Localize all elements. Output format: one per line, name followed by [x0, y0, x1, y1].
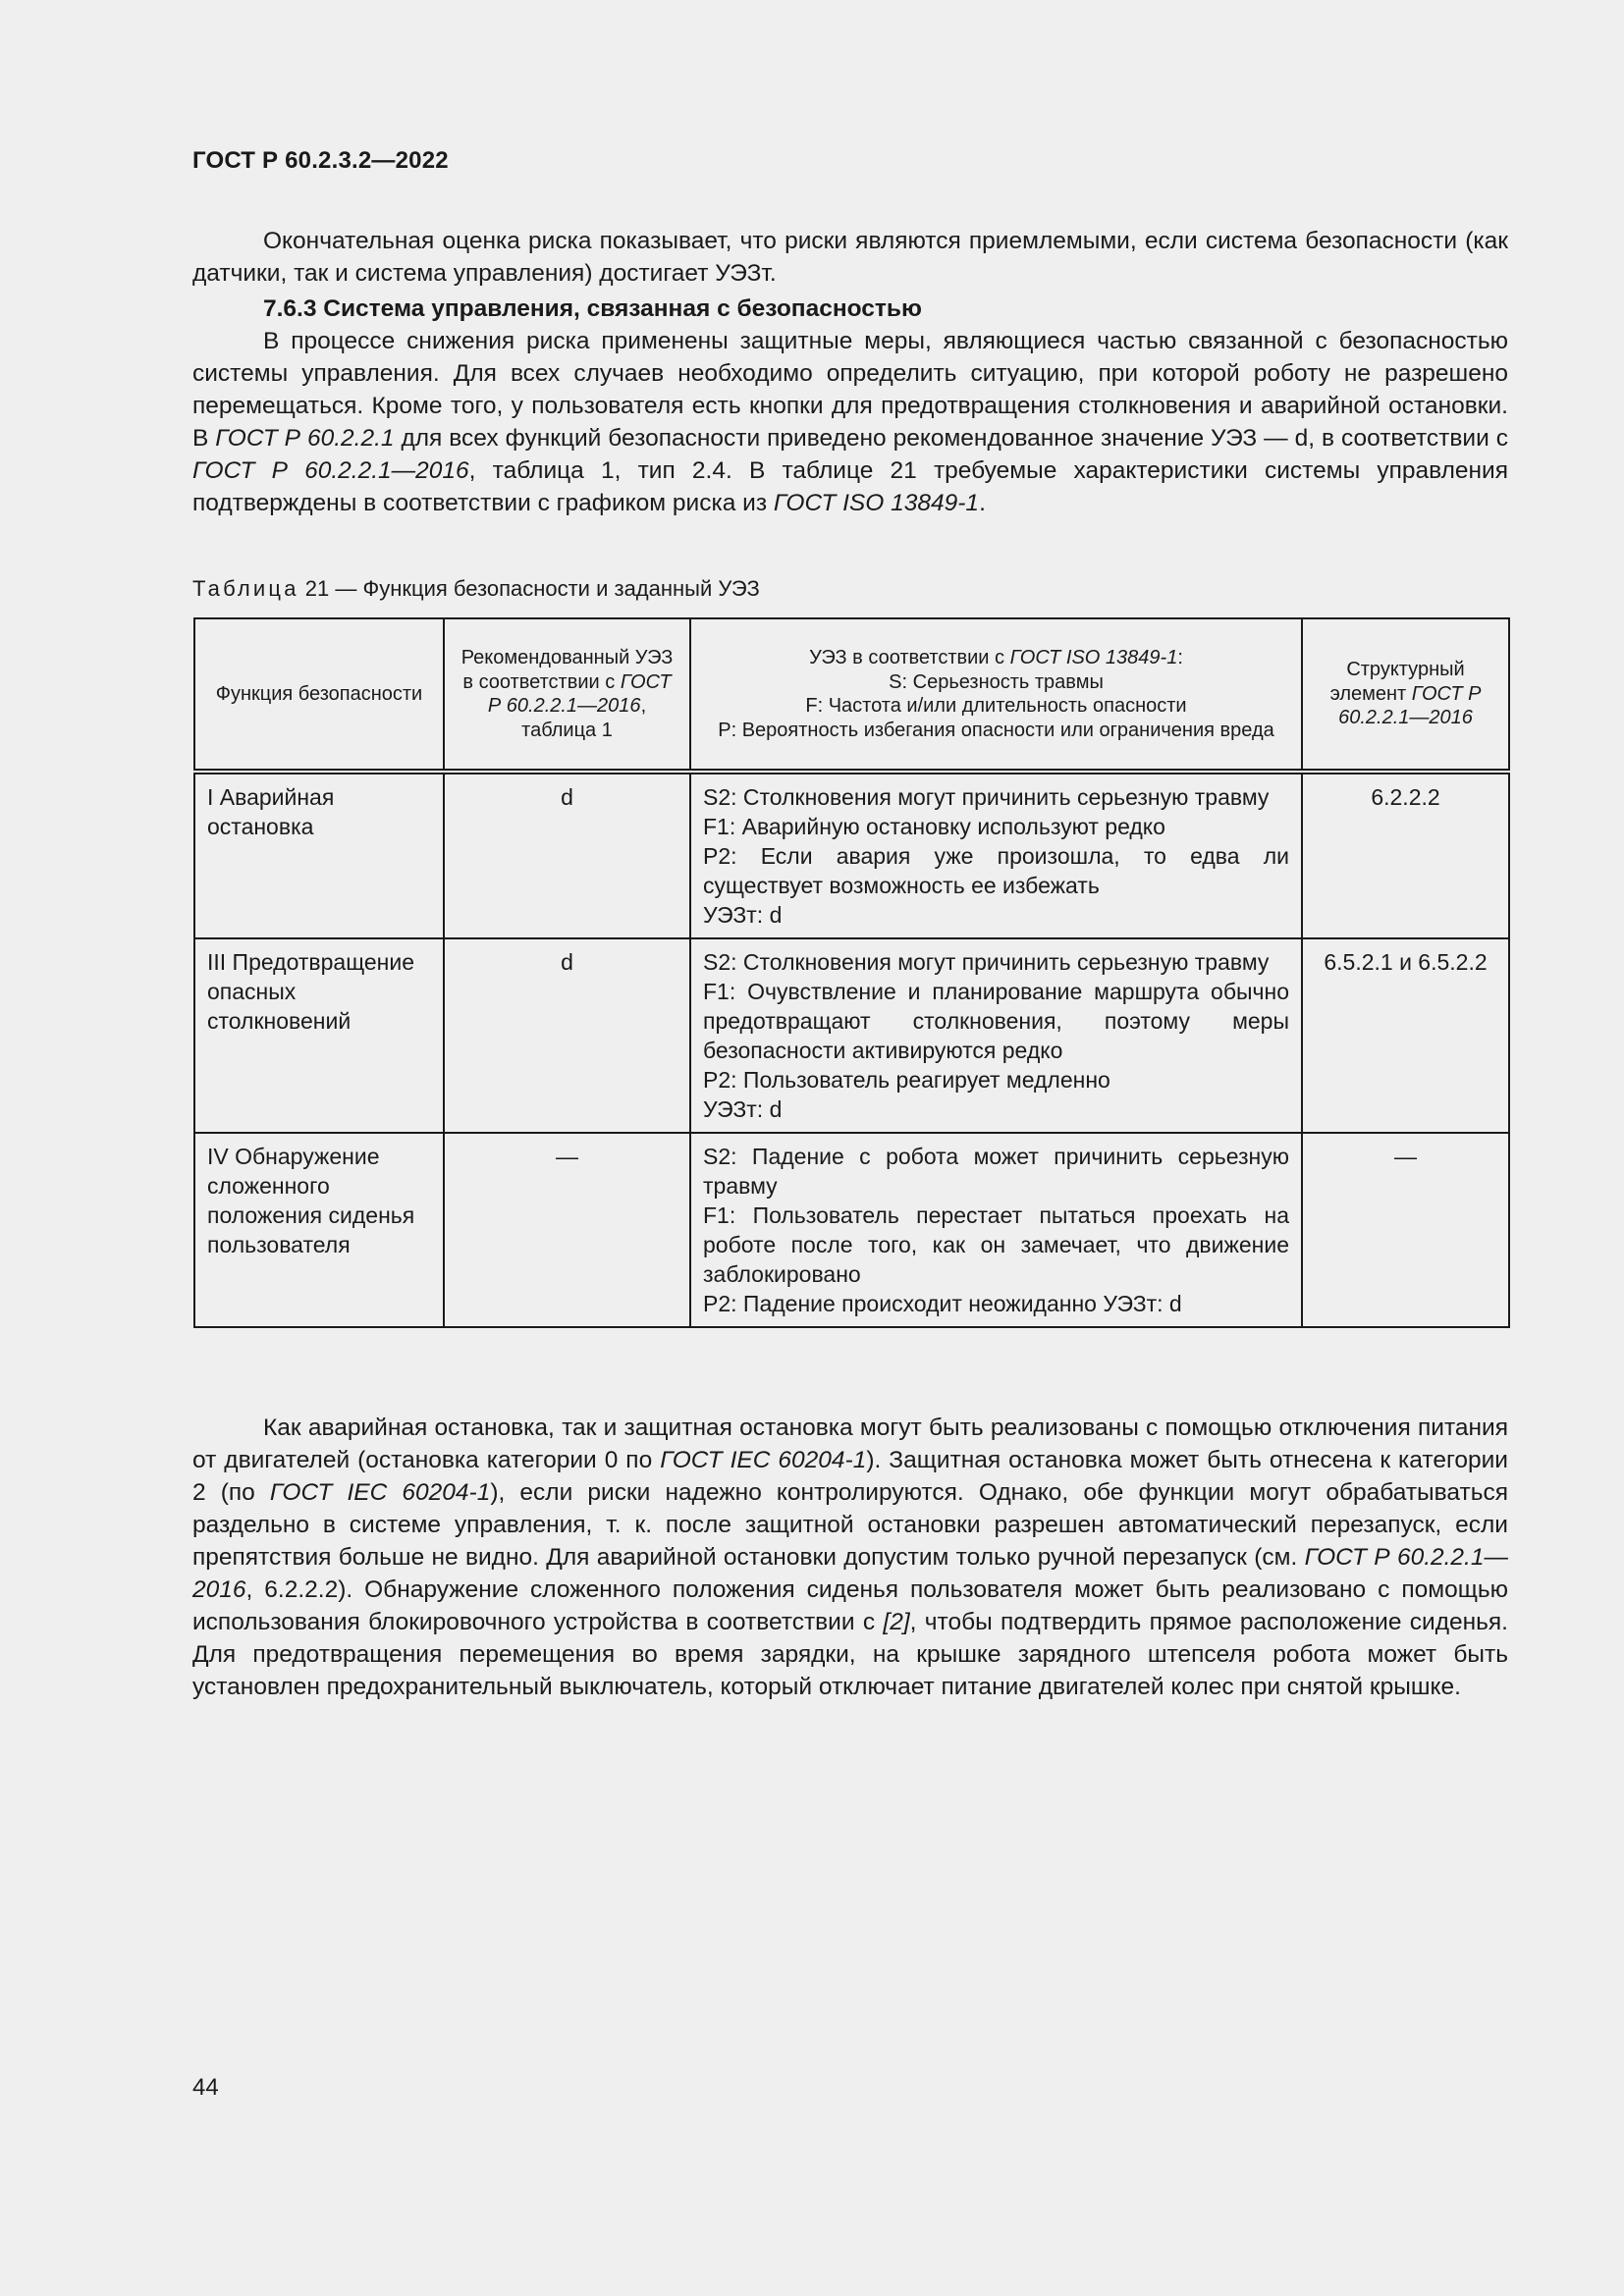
page-number: 44	[192, 2074, 219, 2101]
cell-function: I Аварийная остановка	[194, 772, 444, 938]
cell-element: 6.5.2.1 и 6.5.2.2	[1302, 938, 1509, 1133]
cell-details: S2: Падение с робота может причинить серьезную травму F1: Пользователь перестает пытаться проехать на роботе после того, как он замечает, что движение заблокировано P2: Падение происходит неожиданно УЭЗт: d	[690, 1133, 1302, 1327]
cell-details: S2: Столкновения могут причинить серьезную травму F1: Аварийную остановку используют редко P2: Если авария уже произошла, то едва ли существует возможность ее избежать УЭЗт: d	[690, 772, 1302, 938]
section-text-3: , таблица 1, тип 2.4. В таблице 21 требуемые характеристики системы управления подтверждены в соответствии с графиком риска из	[192, 457, 1508, 516]
section-paragraph	[192, 325, 1508, 519]
intro-paragraph-block	[192, 225, 1508, 290]
table-header-row	[194, 618, 1509, 772]
cell-element: —	[1302, 1133, 1509, 1327]
header-pl-iso: УЭЗ в соответствии с ГОСТ ISO 13849-1: S: Серьезность травмы F: Частота и/или длительность опасности P: Вероятность избегания опасности или ограничения вреда	[690, 618, 1302, 772]
document-header: ГОСТ Р 60.2.3.2—2022	[192, 147, 449, 174]
reference-link: ГОСТ Р 60.2.2.1	[215, 425, 395, 452]
cell-recommended: d	[444, 772, 690, 938]
table-row	[194, 772, 1509, 938]
cell-function: IV Обнаружение сложенного положения сиденья пользователя	[194, 1133, 444, 1327]
table-caption	[192, 576, 760, 602]
reference-link: ГОСТ IEC 60204-1	[269, 1479, 491, 1506]
intro-paragraph: Окончательная оценка риска показывает, что риски являются приемлемыми, если система безопасности (как датчики, так и система управления) достигает УЭЗт.	[192, 228, 1508, 287]
cell-recommended: —	[444, 1133, 690, 1327]
header-function: Функция безопасности	[194, 618, 444, 772]
reference-link: ГОСТ Р 60.2.2.1—2016	[192, 457, 469, 484]
table-caption-label: Таблица	[192, 576, 299, 601]
cell-function: III Предотвращение опасных столкновений	[194, 938, 444, 1133]
section-text-4: .	[979, 490, 986, 516]
table-caption-text: 21 — Функция безопасности и заданный УЭЗ	[298, 576, 760, 601]
header-recommended: Рекомендованный УЭЗ в соответствии с ГОСТ Р 60.2.2.1—2016, таблица 1	[444, 618, 690, 772]
section-heading: 7.6.3 Система управления, связанная с безопасностью	[263, 295, 922, 322]
cell-details: S2: Столкновения могут причинить серьезную травму F1: Очувствление и планирование маршрута обычно предотвращают столкновения, поэтому меры безопасности активируются редко P2: Пользователь реагирует медленно УЭЗт: d	[690, 938, 1302, 1133]
section-text-1: В процессе снижения риска применены защитные меры, являющиеся частью связанной с безопасностью системы управления. Для всех случаев необходимо определить ситуацию, при которой роботу не разрешено перемещаться. Кроме того, у пользователя есть кнопки для предотвращения столкновения и аварийной остановки. В	[192, 328, 1508, 452]
reference-link: [2]	[883, 1609, 910, 1635]
cell-element: 6.2.2.2	[1302, 772, 1509, 938]
safety-functions-table	[193, 617, 1510, 1328]
table-row	[194, 1133, 1509, 1327]
section-text-2: для всех функций безопасности приведено рекомендованное значение УЭЗ — d, в соответствии с	[394, 425, 1508, 452]
reference-link: ГОСТ Р 60.2.2.1—2016	[192, 1544, 1508, 1603]
reference-link: ГОСТ IEC 60204-1	[660, 1447, 867, 1473]
header-structural-element: Структурный элемент ГОСТ Р 60.2.2.1—2016	[1302, 618, 1509, 772]
table-row	[194, 938, 1509, 1133]
closing-paragraph-block	[192, 1412, 1508, 1703]
closing-paragraph: Как аварийная остановка, так и защитная остановка могут быть реализованы с помощью отключения питания от двигателей (остановка категории 0 по ГОСТ IEC 60204-1). Защитная остановка может быть отнесена к категории 2 (по ГОСТ IEC 60204-1), если риски надежно контролируются. Однако, обе функции могут обрабатываться раздельно в системе управления, т. к. после защитной остановки разрешен автоматический перезапуск, если препятствия больше не видно. Для аварийной остановки допустим только ручной перезапуск (см. ГОСТ Р 60.2.2.1—2016, 6.2.2.2). Обнаружение сложенного положения сиденья пользователя может быть реализовано с помощью использования блокировочного устройства в соответствии с [2], чтобы подтвердить прямое расположение сиденья. Для предотвращения перемещения во время зарядки, на крышке зарядного штепселя робота может быть установлен предохранительный выключатель, который отключает питание двигателей колес при снятой крышке.	[192, 1415, 1508, 1700]
section-7-6-3	[192, 293, 1508, 519]
cell-recommended: d	[444, 938, 690, 1133]
reference-link: ГОСТ ISO 13849-1	[773, 490, 980, 516]
